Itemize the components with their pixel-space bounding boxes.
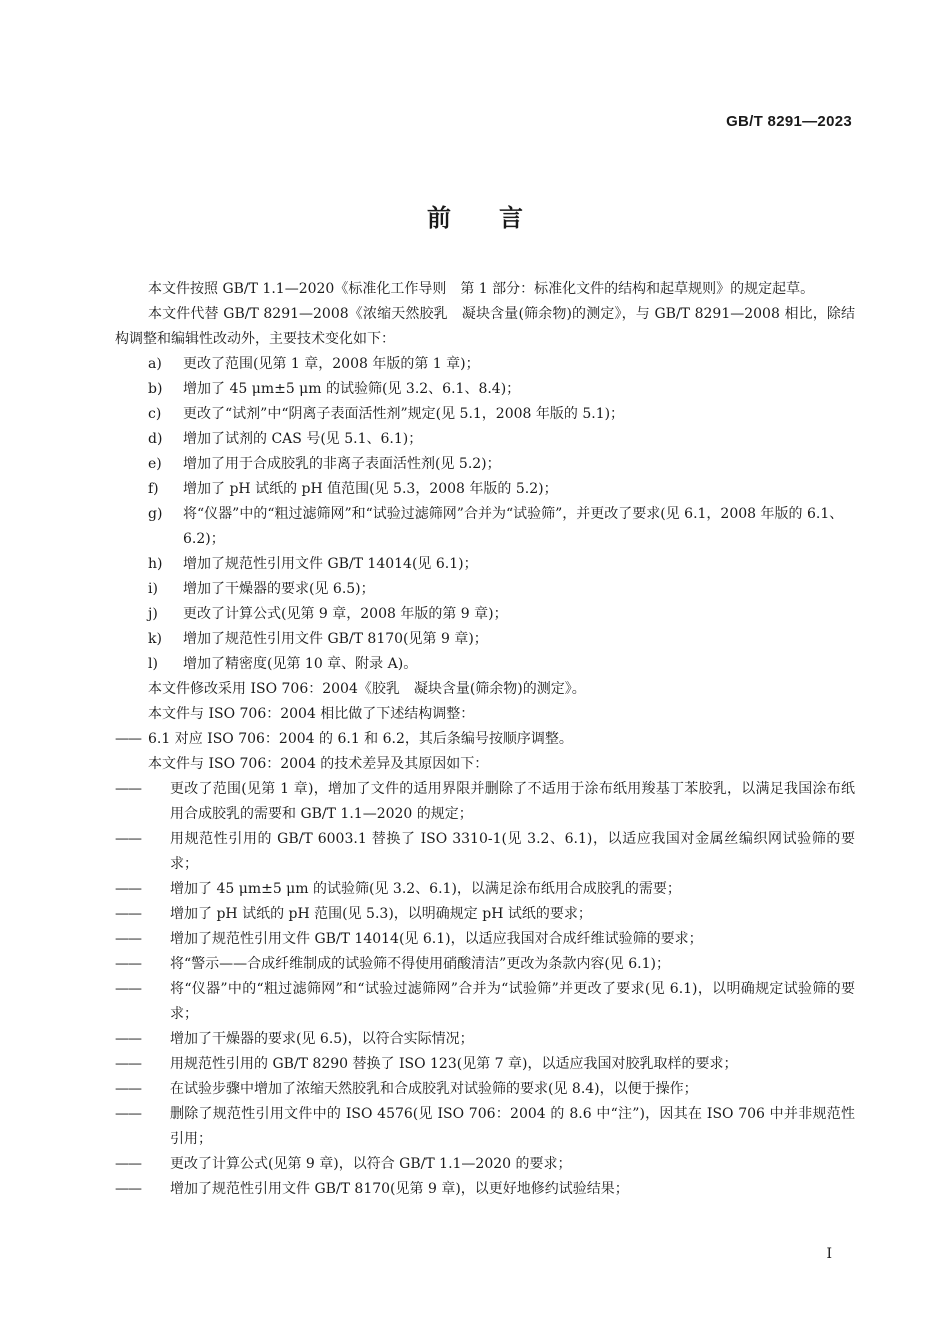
modification-statement: 本文件修改采用 ISO 706：2004《胶乳 凝块含量(筛余物)的测定》。 [148, 681, 586, 697]
list-text: 6.1 对应 ISO 706：2004 的 6.1 和 6.2，其后条编号按顺序调整。 [148, 731, 573, 747]
change-item [115, 477, 855, 502]
intro-paragraph-1: 本文件按照 GB/T 1.1—2020《标准化工作导则 第 1 部分：标准化文件的结构和起草规则》的规定起草。 [148, 281, 815, 297]
difference-item [115, 777, 855, 827]
dash-marker: —— [115, 931, 141, 947]
list-text: 增加了 pH 试纸的 pH 值范围(见 5.3，2008 年版的 5.2)； [183, 481, 558, 497]
list-text: 增加了规范性引用文件 GB/T 8170(见第 9 章)； [183, 631, 488, 647]
standard-number: GB/T 8291—2023 [726, 113, 852, 130]
list-text: 增加了规范性引用文件 GB/T 8170(见第 9 章)，以更好地修约试验结果； [170, 1181, 629, 1197]
dash-marker: —— [115, 1081, 141, 1097]
dash-marker: —— [115, 1106, 141, 1122]
change-item [115, 552, 855, 577]
list-text: 更改了计算公式(见第 9 章)，以符合 GB/T 1.1—2020 的要求； [170, 1156, 572, 1172]
change-item [115, 427, 855, 452]
foreword-body [115, 277, 855, 1202]
difference-item [115, 952, 855, 977]
difference-item [115, 902, 855, 927]
structure-intro: 本文件与 ISO 706：2004 相比做了下述结构调整： [148, 706, 475, 722]
list-marker: l) [148, 656, 158, 672]
list-text: 更改了“试剂”中“阴离子表面活性剂”规定(见 5.1，2008 年版的 5.1)； [183, 406, 625, 422]
list-text: 增加了规范性引用文件 GB/T 14014(见 6.1)； [183, 556, 478, 572]
differences-list [115, 777, 855, 1202]
list-text: 增加了用于合成胶乳的非离子表面活性剂(见 5.2)； [183, 456, 501, 472]
list-marker: h) [148, 556, 163, 572]
list-text: 更改了范围(见第 1 章)，增加了文件的适用界限并删除了不适用于涂布纸用羧基丁苯胶乳，以满足我国涂布纸用合成胶乳的需要和 GB/T 1.1—2020 的规定； [170, 781, 855, 822]
list-text: 增加了精密度(见第 10 章、附录 A)。 [183, 656, 418, 672]
list-marker: d) [148, 431, 163, 447]
list-marker: j) [148, 606, 158, 622]
dash-marker: —— [115, 1031, 141, 1047]
difference-item [115, 1152, 855, 1177]
list-text: 用规范性引用的 GB/T 6003.1 替换了 ISO 3310-1(见 3.2、6.1)，以适应我国对金属丝编织网试验筛的要求； [170, 831, 855, 872]
dash-marker: —— [115, 1056, 141, 1072]
list-text: 增加了 45 μm±5 μm 的试验筛(见 3.2、6.1)，以满足涂布纸用合成胶乳的需要； [170, 881, 681, 897]
difference-item [115, 1052, 855, 1077]
list-marker: b) [148, 381, 163, 397]
dash-marker: —— [115, 1156, 141, 1172]
dash-marker: —— [115, 831, 141, 847]
difference-item [115, 977, 855, 1027]
list-text: 删除了规范性引用文件中的 ISO 4576(见 ISO 706：2004 的 8.6 中“注”)，因其在 ISO 706 中并非规范性引用； [170, 1106, 855, 1147]
page-number: I [826, 1246, 832, 1262]
difference-item [115, 1102, 855, 1152]
difference-item [115, 827, 855, 877]
changes-list [115, 352, 855, 677]
difference-item [115, 927, 855, 952]
dash-marker: —— [115, 956, 141, 972]
change-item [115, 502, 855, 552]
list-text: 更改了范围(见第 1 章，2008 年版的第 1 章)； [183, 356, 480, 372]
list-text: 增加了规范性引用文件 GB/T 14014(见 6.1)，以适应我国对合成纤维试验筛的要求； [170, 931, 703, 947]
list-text: 用规范性引用的 GB/T 8290 替换了 ISO 123(见第 7 章)，以适应我国对胶乳取样的要求； [170, 1056, 738, 1072]
dash-marker: —— [115, 1181, 141, 1197]
change-item [115, 402, 855, 427]
change-item [115, 652, 855, 677]
list-marker: c) [148, 406, 162, 422]
list-text: 增加了 45 μm±5 μm 的试验筛(见 3.2、6.1、8.4)； [183, 381, 521, 397]
list-text: 将“仪器”中的“粗过滤筛网”和“试验过滤筛网”合并为“试验筛”并更改了要求(见 6.1)，以明确规定试验筛的要求； [170, 981, 855, 1022]
list-marker: i) [148, 581, 158, 597]
list-text: 在试验步骤中增加了浓缩天然胶乳和合成胶乳对试验筛的要求(见 8.4)，以便于操作； [170, 1081, 698, 1097]
page-title: 前言 [427, 204, 571, 232]
change-item [115, 352, 855, 377]
intro-paragraph-2: 本文件代替 GB/T 8291—2008《浓缩天然胶乳 凝块含量(筛余物)的测定》，与 GB/T 8291—2008 相比，除结构调整和编辑性改动外，主要技术变化如下： [115, 306, 855, 347]
list-marker: k) [148, 631, 162, 647]
list-text: 增加了 pH 试纸的 pH 范围(见 5.3)，以明确规定 pH 试纸的要求； [170, 906, 592, 922]
list-marker: f) [148, 481, 159, 497]
list-marker: g) [148, 506, 163, 522]
difference-item [115, 877, 855, 902]
change-item [115, 377, 855, 402]
dash-marker: —— [115, 981, 141, 997]
structure-change-item [115, 727, 855, 752]
dash-marker: —— [115, 781, 141, 797]
list-text: 增加了干燥器的要求(见 6.5)； [183, 581, 375, 597]
differences-intro: 本文件与 ISO 706：2004 的技术差异及其原因如下： [148, 756, 489, 772]
dash-marker: —— [115, 906, 141, 922]
difference-item [115, 1177, 855, 1202]
list-text: 将“仪器”中的“粗过滤筛网”和“试验过滤筛网”合并为“试验筛”，并更改了要求(见 6.1，2008 年版的 6.1、6.2)； [183, 506, 844, 547]
list-marker: a) [148, 356, 162, 372]
list-text: 将“警示——合成纤维制成的试验筛不得使用硝酸清洁”更改为条款内容(见 6.1)； [170, 956, 670, 972]
change-item [115, 452, 855, 477]
list-text: 增加了试剂的 CAS 号(见 5.1、6.1)； [183, 431, 423, 447]
list-marker: e) [148, 456, 162, 472]
difference-item [115, 1077, 855, 1102]
change-item [115, 602, 855, 627]
change-item [115, 627, 855, 652]
list-text: 增加了干燥器的要求(见 6.5)，以符合实际情况； [170, 1031, 474, 1047]
dash-marker: —— [115, 881, 141, 897]
change-item [115, 577, 855, 602]
list-text: 更改了计算公式(见第 9 章，2008 年版的第 9 章)； [183, 606, 508, 622]
difference-item [115, 1027, 855, 1052]
dash-marker: —— [115, 731, 141, 747]
